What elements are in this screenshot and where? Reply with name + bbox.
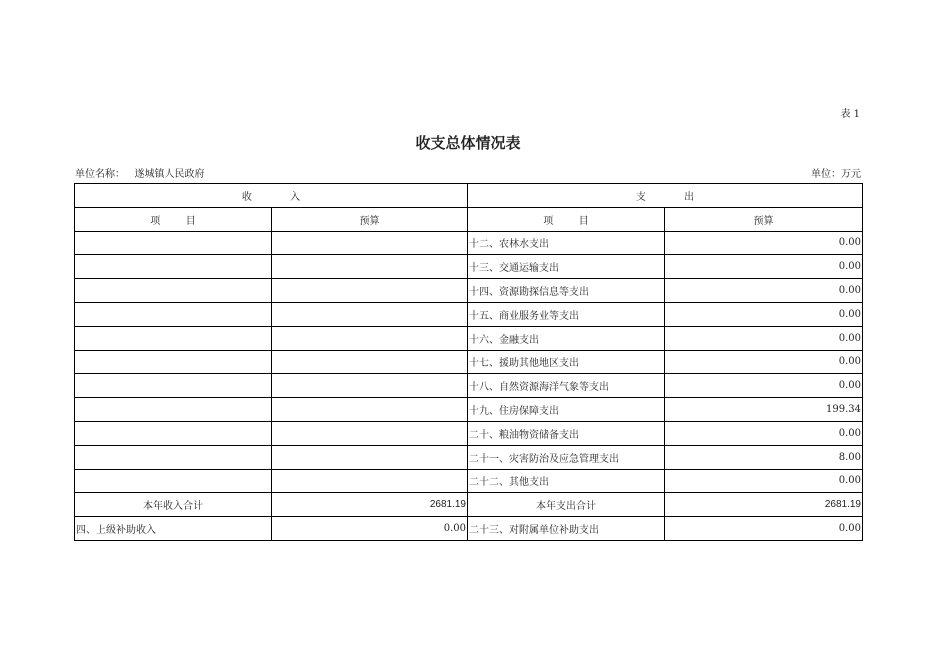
budget-table <box>74 183 863 541</box>
table-row <box>75 517 863 541</box>
table-row <box>75 279 863 303</box>
header-row-group <box>75 184 863 208</box>
page-title: 收支总体情况表 <box>415 134 521 152</box>
expense-value: 0.00 <box>665 302 863 326</box>
expense-value: 0.00 <box>665 350 863 374</box>
income-value: 0.00 <box>272 517 468 541</box>
table-row <box>75 326 863 350</box>
expense-header: 支 出 <box>468 184 863 208</box>
income-item <box>75 302 272 326</box>
expense-item-header: 项 目 <box>468 207 665 231</box>
table-row <box>75 445 863 469</box>
expense-item: 十八、自然资源海洋气象等支出 <box>468 374 665 398</box>
table-row <box>75 302 863 326</box>
income-value <box>272 255 468 279</box>
income-item <box>75 231 272 255</box>
income-value <box>272 279 468 303</box>
expense-value: 0.00 <box>665 469 863 493</box>
expense-item: 十二、农林水支出 <box>468 231 665 255</box>
income-value <box>272 445 468 469</box>
expense-value: 199.34 <box>665 398 863 422</box>
expense-value: 0.00 <box>665 231 863 255</box>
header-row-columns <box>75 207 863 231</box>
income-value <box>272 374 468 398</box>
currency-unit: 单位：万元 <box>811 169 861 180</box>
expense-item: 二十一、灾害防治及应急管理支出 <box>468 445 665 469</box>
income-item <box>75 350 272 374</box>
income-budget-header: 预算 <box>272 207 468 231</box>
income-item <box>75 279 272 303</box>
income-value <box>272 231 468 255</box>
expense-item: 二十三、对附属单位补助支出 <box>468 517 665 541</box>
table-number: 表 1 <box>840 109 860 120</box>
income-value <box>272 326 468 350</box>
totals-row <box>75 493 863 517</box>
expense-item: 十六、金融支出 <box>468 326 665 350</box>
table-row <box>75 398 863 422</box>
expense-item: 二十、粮油物资储备支出 <box>468 421 665 445</box>
table-row <box>75 374 863 398</box>
expense-value: 0.00 <box>665 279 863 303</box>
income-item <box>75 445 272 469</box>
income-value <box>272 469 468 493</box>
table-row <box>75 231 863 255</box>
expense-item: 十五、商业服务业等支出 <box>468 302 665 326</box>
expense-item: 十四、资源勘探信息等支出 <box>468 279 665 303</box>
expense-total-label: 本年支出合计 <box>468 493 665 517</box>
expense-total-value: 2681.19 <box>665 493 863 517</box>
income-value <box>272 398 468 422</box>
income-item: 四、上级补助收入 <box>75 517 272 541</box>
table-row <box>75 350 863 374</box>
income-item <box>75 421 272 445</box>
income-value <box>272 350 468 374</box>
income-total-label: 本年收入合计 <box>75 493 272 517</box>
income-header: 收 入 <box>75 184 468 208</box>
expense-item: 十九、住房保障支出 <box>468 398 665 422</box>
income-item-header: 项 目 <box>75 207 272 231</box>
expense-value: 8.00 <box>665 445 863 469</box>
income-item <box>75 255 272 279</box>
expense-value: 0.00 <box>665 326 863 350</box>
income-item <box>75 469 272 493</box>
unit-name: 单位名称： 遂城镇人民政府 <box>75 169 205 180</box>
expense-value: 0.00 <box>665 421 863 445</box>
income-item <box>75 374 272 398</box>
income-item <box>75 398 272 422</box>
table-row <box>75 255 863 279</box>
income-value <box>272 421 468 445</box>
income-total-value: 2681.19 <box>272 493 468 517</box>
expense-budget-header: 预算 <box>665 207 863 231</box>
income-value <box>272 302 468 326</box>
expense-value: 0.00 <box>665 374 863 398</box>
table-row <box>75 421 863 445</box>
expense-item: 二十二、其他支出 <box>468 469 665 493</box>
expense-value: 0.00 <box>665 255 863 279</box>
expense-value: 0.00 <box>665 517 863 541</box>
income-item <box>75 326 272 350</box>
table-row <box>75 469 863 493</box>
expense-item: 十三、交通运输支出 <box>468 255 665 279</box>
expense-item: 十七、援助其他地区支出 <box>468 350 665 374</box>
